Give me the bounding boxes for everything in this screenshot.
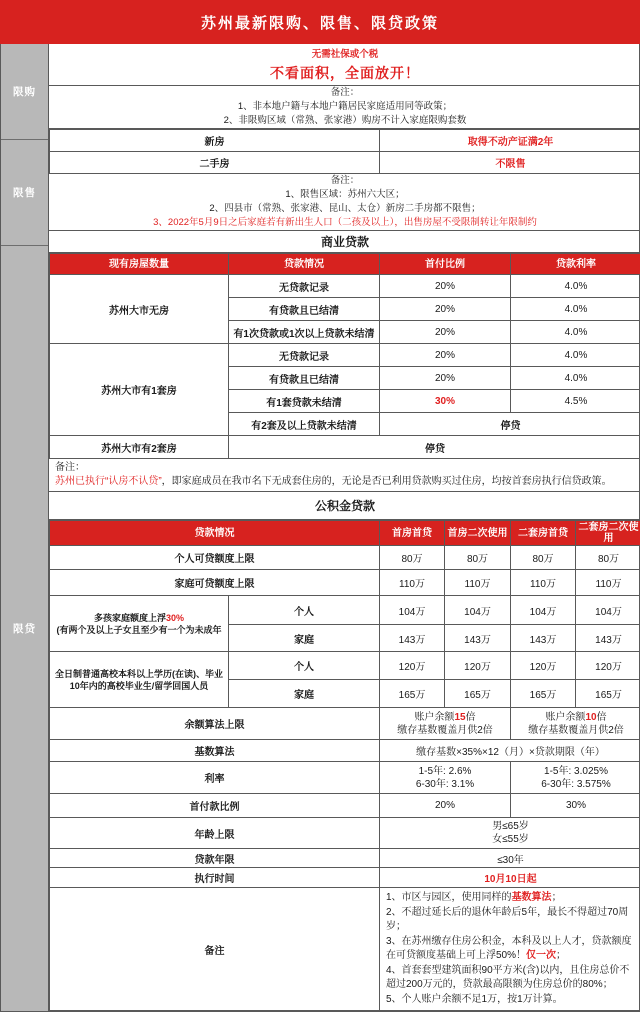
table-cell: 4.0% xyxy=(511,298,640,321)
note-line: 备注： xyxy=(55,462,85,474)
table-cell: 4.0% xyxy=(511,275,640,298)
label-segment: 多孩家庭额度上浮 xyxy=(93,612,166,623)
table-cell: ≤30年 xyxy=(380,849,640,868)
note-line: 3、2022年5月9日之后家庭若有新出生人口（二孩及以上），出售房屋不受限制转让年限制约 xyxy=(153,217,537,229)
sidebar-label-loan-limit: 限贷 xyxy=(13,623,36,635)
table-row xyxy=(50,130,640,152)
value-segment: 男≤65岁 xyxy=(492,821,529,832)
table-row xyxy=(50,570,640,596)
table-cell: 80万 xyxy=(511,546,576,570)
table-cell: 20% xyxy=(380,275,511,298)
value-red-segment: 10 xyxy=(585,711,597,723)
note-line: 1、非本地户籍与本地户籍居民家庭适用同等政策； xyxy=(237,101,453,113)
table-cell: 利率 xyxy=(50,762,380,794)
table-cell: 苏州大市有2套房 xyxy=(50,436,229,459)
column-header: 二套房首贷 xyxy=(511,521,576,546)
table-cell: 110万 xyxy=(576,570,640,596)
sidebar-label-purchase-limit: 限购 xyxy=(1,44,48,140)
table-cell: 无贷款记录 xyxy=(229,275,380,298)
table-row xyxy=(50,652,640,680)
table-cell: 104万 xyxy=(511,596,576,625)
table-cell xyxy=(511,708,640,740)
table-cell: 首付款比例 xyxy=(50,794,380,818)
label-red-segment: 30% xyxy=(166,612,185,623)
table-cell: 20% xyxy=(380,321,511,344)
table-cell: 取得不动产证满2年 xyxy=(380,130,640,152)
column-header: 首付比例 xyxy=(380,254,511,275)
table-row xyxy=(50,762,640,794)
note-segment: ； xyxy=(556,950,567,961)
purchase-limit-notes xyxy=(49,86,640,129)
page-title: 苏州最新限购、限售、限贷政策 xyxy=(0,0,640,44)
table-header-row xyxy=(50,254,640,275)
table-cell: 165万 xyxy=(380,680,445,708)
table-cell: 80万 xyxy=(576,546,640,570)
note-red-segment: 苏州已执行“认房不认贷” xyxy=(55,476,162,488)
table-cell: 全日制普通高校本科以上学历(在读)、毕业10年内的高校毕业生/留学回国人员 xyxy=(50,652,229,708)
table-cell: 家庭 xyxy=(229,625,380,652)
value-segment: 1-5年: 3.025% xyxy=(544,765,608,777)
note-line: 1、限售区域：苏州六大区； xyxy=(285,189,405,201)
table-cell: 143万 xyxy=(576,625,640,652)
table-cell: 120万 xyxy=(576,652,640,680)
table-row xyxy=(50,868,640,888)
table-cell: 个人 xyxy=(229,652,380,680)
note-line: 2、不超过延长后的退休年龄后5年，最长不得超过70周岁； xyxy=(386,906,629,932)
table-cell: 有贷款且已结清 xyxy=(229,298,380,321)
table-cell: 143万 xyxy=(445,625,511,652)
table-cell: 二手房 xyxy=(50,152,380,174)
note-line xyxy=(55,475,635,489)
table-cell: 新房 xyxy=(50,130,380,152)
table-cell xyxy=(380,818,640,849)
table-cell: 4.0% xyxy=(511,321,640,344)
table-row xyxy=(50,849,640,868)
note-red-segment: 基数算法 xyxy=(511,892,552,903)
category-sidebar xyxy=(1,44,49,1011)
table-cell: 165万 xyxy=(511,680,576,708)
column-header: 贷款利率 xyxy=(511,254,640,275)
table-row xyxy=(50,344,640,367)
note-segment: 3、在苏州缴存住房公积金，本科及以上人才，贷款额度在可贷额度基础上可上浮50%！ xyxy=(386,935,632,961)
table-cell: 20% xyxy=(380,794,511,818)
table-header-row xyxy=(50,521,640,546)
note-line xyxy=(386,935,635,964)
table-cell: 120万 xyxy=(511,652,576,680)
table-cell: 30% xyxy=(511,794,640,818)
table-cell: 10月10日起 xyxy=(380,868,640,888)
table-cell: 无贷款记录 xyxy=(229,344,380,367)
table-row xyxy=(50,152,640,174)
fund-loan-heading: 公积金贷款 xyxy=(49,492,640,520)
column-header: 现有房屋数量 xyxy=(50,254,229,275)
note-line xyxy=(386,891,635,906)
table-cell: 有2套及以上贷款未结清 xyxy=(229,413,380,436)
note-segment: 1、市区与园区，使用同样的 xyxy=(386,892,512,903)
table-cell: 备注 xyxy=(50,888,380,1011)
table-body xyxy=(0,44,640,1012)
value-segment: 缴存基数覆盖月供2倍 xyxy=(397,724,493,736)
value-segment: 女≤55岁 xyxy=(492,834,529,845)
purchase-limit-headline xyxy=(49,44,640,86)
table-cell: 有贷款且已结清 xyxy=(229,367,380,390)
sale-limit-notes xyxy=(49,174,640,231)
fund-loan-notes xyxy=(380,888,640,1011)
table-cell: 104万 xyxy=(380,596,445,625)
table-cell: 4.0% xyxy=(511,344,640,367)
table-row xyxy=(50,740,640,762)
table-cell: 80万 xyxy=(445,546,511,570)
table-cell: 年龄上限 xyxy=(50,818,380,849)
column-header: 贷款情况 xyxy=(229,254,380,275)
table-cell: 停贷 xyxy=(380,413,640,436)
headline-big: 不看面积，全面放开！ xyxy=(270,65,420,82)
table-cell: 80万 xyxy=(380,546,445,570)
value-red-segment: 15 xyxy=(454,711,466,723)
table-cell: 20% xyxy=(380,344,511,367)
commercial-loan-heading: 商业贷款 xyxy=(49,231,640,253)
table-cell: 30% xyxy=(380,390,511,413)
sale-limit-table xyxy=(49,129,640,174)
table-cell: 165万 xyxy=(445,680,511,708)
table-row xyxy=(50,888,640,1011)
note-segment: ； xyxy=(551,892,562,903)
note-segment: ，即家庭成员在我市名下无成套住房的，无论是否已利用贷款购买过住房，均按首套房执行信贷政策。 xyxy=(161,476,612,488)
table-row xyxy=(50,275,640,298)
table-cell xyxy=(380,762,511,794)
table-cell: 贷款年限 xyxy=(50,849,380,868)
table-cell xyxy=(380,708,511,740)
column-header: 二套房二次使用 xyxy=(576,521,640,546)
table-cell: 165万 xyxy=(576,680,640,708)
table-cell: 20% xyxy=(380,367,511,390)
value-segment: 账户余额 xyxy=(545,711,586,723)
table-row xyxy=(50,436,640,459)
table-cell: 基数算法 xyxy=(50,740,380,762)
value-segment: 6-30年: 3.575% xyxy=(541,778,611,790)
value-segment: 倍 xyxy=(596,711,607,723)
note-line: 2、非限购区域（常熟、张家港）购房不计入家庭限购套数 xyxy=(223,115,467,127)
table-cell: 20% xyxy=(380,298,511,321)
table-row xyxy=(50,546,640,570)
table-cell: 120万 xyxy=(445,652,511,680)
column-header: 首房首贷 xyxy=(380,521,445,546)
label-segment: (有两个及以上子女且至少有一个为未成年 xyxy=(56,624,222,635)
table-cell: 110万 xyxy=(445,570,511,596)
column-header: 贷款情况 xyxy=(50,521,380,546)
table-row xyxy=(50,818,640,849)
table-cell: 苏州大市无房 xyxy=(50,275,229,344)
note-line: 5、个人账户余额不足1万，按1万计算。 xyxy=(386,993,563,1005)
note-red-segment: 仅一次 xyxy=(526,950,557,961)
headline-small: 无需社保或个税 xyxy=(311,49,379,61)
value-segment: 1-5年: 2.6% xyxy=(418,765,472,777)
table-cell: 个人可贷额度上限 xyxy=(50,546,380,570)
table-cell: 苏州大市有1套房 xyxy=(50,344,229,436)
table-cell: 4.0% xyxy=(511,367,640,390)
table-cell: 143万 xyxy=(380,625,445,652)
table-cell xyxy=(511,762,640,794)
table-cell: 110万 xyxy=(511,570,576,596)
value-segment: 6-30年: 3.1% xyxy=(415,778,475,790)
content-column xyxy=(49,44,640,1011)
note-line: 备注： xyxy=(330,175,360,187)
note-line: 4、首套套型建筑面积90平方米(含)以内，且住房总价不超过200万元的，贷款最高限额为住房总价的80%； xyxy=(386,964,630,990)
table-cell: 110万 xyxy=(380,570,445,596)
commercial-loan-table xyxy=(49,253,640,459)
table-row xyxy=(50,708,640,740)
table-cell: 143万 xyxy=(511,625,576,652)
table-cell: 缴存基数×35%×12（月）×贷款期限（年） xyxy=(380,740,640,762)
table-cell: 停贷 xyxy=(229,436,640,459)
value-segment: 账户余额 xyxy=(414,711,455,723)
table-cell: 4.5% xyxy=(511,390,640,413)
note-line: 2、四县市（常熟、张家港、昆山、太仓）新房二手房都不限售； xyxy=(209,203,481,215)
sidebar-label-sale-limit: 限售 xyxy=(1,140,48,246)
column-header: 首房二次使用 xyxy=(445,521,511,546)
fund-loan-table xyxy=(49,520,640,1011)
table-cell: 有1套贷款未结清 xyxy=(229,390,380,413)
table-cell: 余额算法上限 xyxy=(50,708,380,740)
table-cell: 有1次贷款或1次以上贷款未结清 xyxy=(229,321,380,344)
note-line: 备注： xyxy=(330,87,360,99)
table-row xyxy=(50,794,640,818)
table-cell xyxy=(50,596,229,652)
table-cell: 执行时间 xyxy=(50,868,380,888)
table-cell: 104万 xyxy=(576,596,640,625)
value-segment: 缴存基数覆盖月供2倍 xyxy=(528,724,624,736)
table-cell: 个人 xyxy=(229,596,380,625)
table-row xyxy=(50,596,640,625)
value-segment: 倍 xyxy=(465,711,476,723)
commercial-loan-notes xyxy=(49,459,640,492)
table-cell: 120万 xyxy=(380,652,445,680)
table-cell: 家庭可贷额度上限 xyxy=(50,570,380,596)
table-cell: 104万 xyxy=(445,596,511,625)
table-cell: 家庭 xyxy=(229,680,380,708)
table-cell: 不限售 xyxy=(380,152,640,174)
